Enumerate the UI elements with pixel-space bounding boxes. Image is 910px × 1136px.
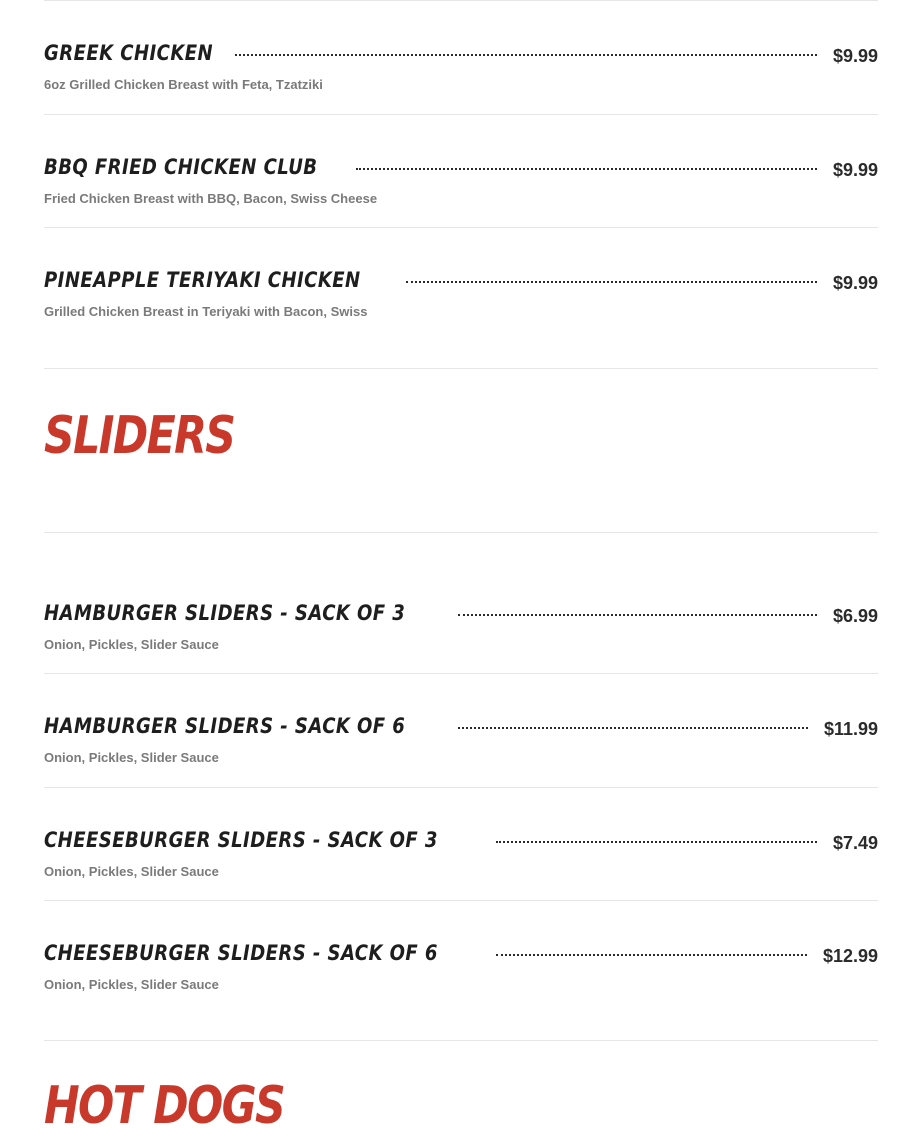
menu-item-header bbox=[44, 28, 878, 68]
menu-item-name: BBQ FRIED CHICKEN CLUB bbox=[44, 155, 318, 179]
dotted-leader bbox=[458, 613, 817, 616]
menu-item-header bbox=[44, 928, 878, 968]
menu-item-name: GREEK CHICKEN bbox=[44, 41, 214, 65]
dotted-leader bbox=[496, 840, 817, 843]
menu-item-price: $9.99 bbox=[832, 160, 878, 180]
divider bbox=[44, 673, 878, 674]
divider bbox=[44, 114, 878, 115]
menu-item-price: $9.99 bbox=[832, 46, 878, 66]
section-title-sliders: SLIDERS bbox=[44, 406, 235, 466]
menu-item-header bbox=[44, 255, 878, 295]
menu-item-hamburger-sliders-6 bbox=[44, 701, 878, 771]
menu-item-price: $11.99 bbox=[823, 719, 878, 739]
dotted-leader bbox=[406, 280, 817, 283]
menu-item-header bbox=[44, 142, 878, 182]
menu-item-description: Onion, Pickles, Slider Sauce bbox=[44, 864, 219, 879]
menu-item-hamburger-sliders-3 bbox=[44, 588, 878, 658]
menu-item-name: CHEESEBURGER SLIDERS - SACK OF 6 bbox=[44, 941, 438, 965]
menu-item-greek-chicken bbox=[44, 28, 878, 98]
menu-item-description: 6oz Grilled Chicken Breast with Feta, Tzatziki bbox=[44, 77, 323, 92]
menu-item-name: CHEESEBURGER SLIDERS - SACK OF 3 bbox=[44, 828, 438, 852]
menu-item-name: HAMBURGER SLIDERS - SACK OF 6 bbox=[44, 714, 406, 738]
menu-item-header bbox=[44, 701, 878, 741]
menu-item-name: HAMBURGER SLIDERS - SACK OF 3 bbox=[44, 601, 406, 625]
divider bbox=[44, 227, 878, 228]
menu-item-header bbox=[44, 588, 878, 628]
menu-item-description: Onion, Pickles, Slider Sauce bbox=[44, 637, 219, 652]
menu-item-header bbox=[44, 815, 878, 855]
menu-item-description: Fried Chicken Breast with BBQ, Bacon, Swiss Cheese bbox=[44, 191, 378, 206]
section-title-hot-dogs: HOT DOGS bbox=[44, 1076, 285, 1136]
menu-page bbox=[44, 0, 878, 1136]
menu-item-pineapple-teriyaki-chicken bbox=[44, 255, 878, 325]
divider bbox=[44, 1040, 878, 1041]
dotted-leader bbox=[458, 726, 808, 729]
menu-item-name: PINEAPPLE TERIYAKI CHICKEN bbox=[44, 268, 361, 292]
divider bbox=[44, 0, 878, 1]
menu-item-price: $7.49 bbox=[832, 833, 878, 853]
menu-item-price: $12.99 bbox=[822, 946, 878, 966]
menu-item-cheeseburger-sliders-6 bbox=[44, 928, 878, 998]
menu-item-price: $6.99 bbox=[832, 606, 878, 626]
divider bbox=[44, 787, 878, 788]
menu-item-cheeseburger-sliders-3 bbox=[44, 815, 878, 885]
divider bbox=[44, 900, 878, 901]
divider bbox=[44, 368, 878, 369]
menu-item-description: Onion, Pickles, Slider Sauce bbox=[44, 750, 219, 765]
dotted-leader bbox=[356, 167, 817, 170]
dotted-leader bbox=[235, 53, 817, 56]
divider bbox=[44, 532, 878, 533]
dotted-leader bbox=[496, 953, 807, 956]
menu-item-price: $9.99 bbox=[832, 273, 878, 293]
menu-item-bbq-fried-chicken-club bbox=[44, 142, 878, 212]
menu-item-description: Onion, Pickles, Slider Sauce bbox=[44, 977, 219, 992]
menu-item-description: Grilled Chicken Breast in Teriyaki with Bacon, Swiss bbox=[44, 304, 368, 319]
